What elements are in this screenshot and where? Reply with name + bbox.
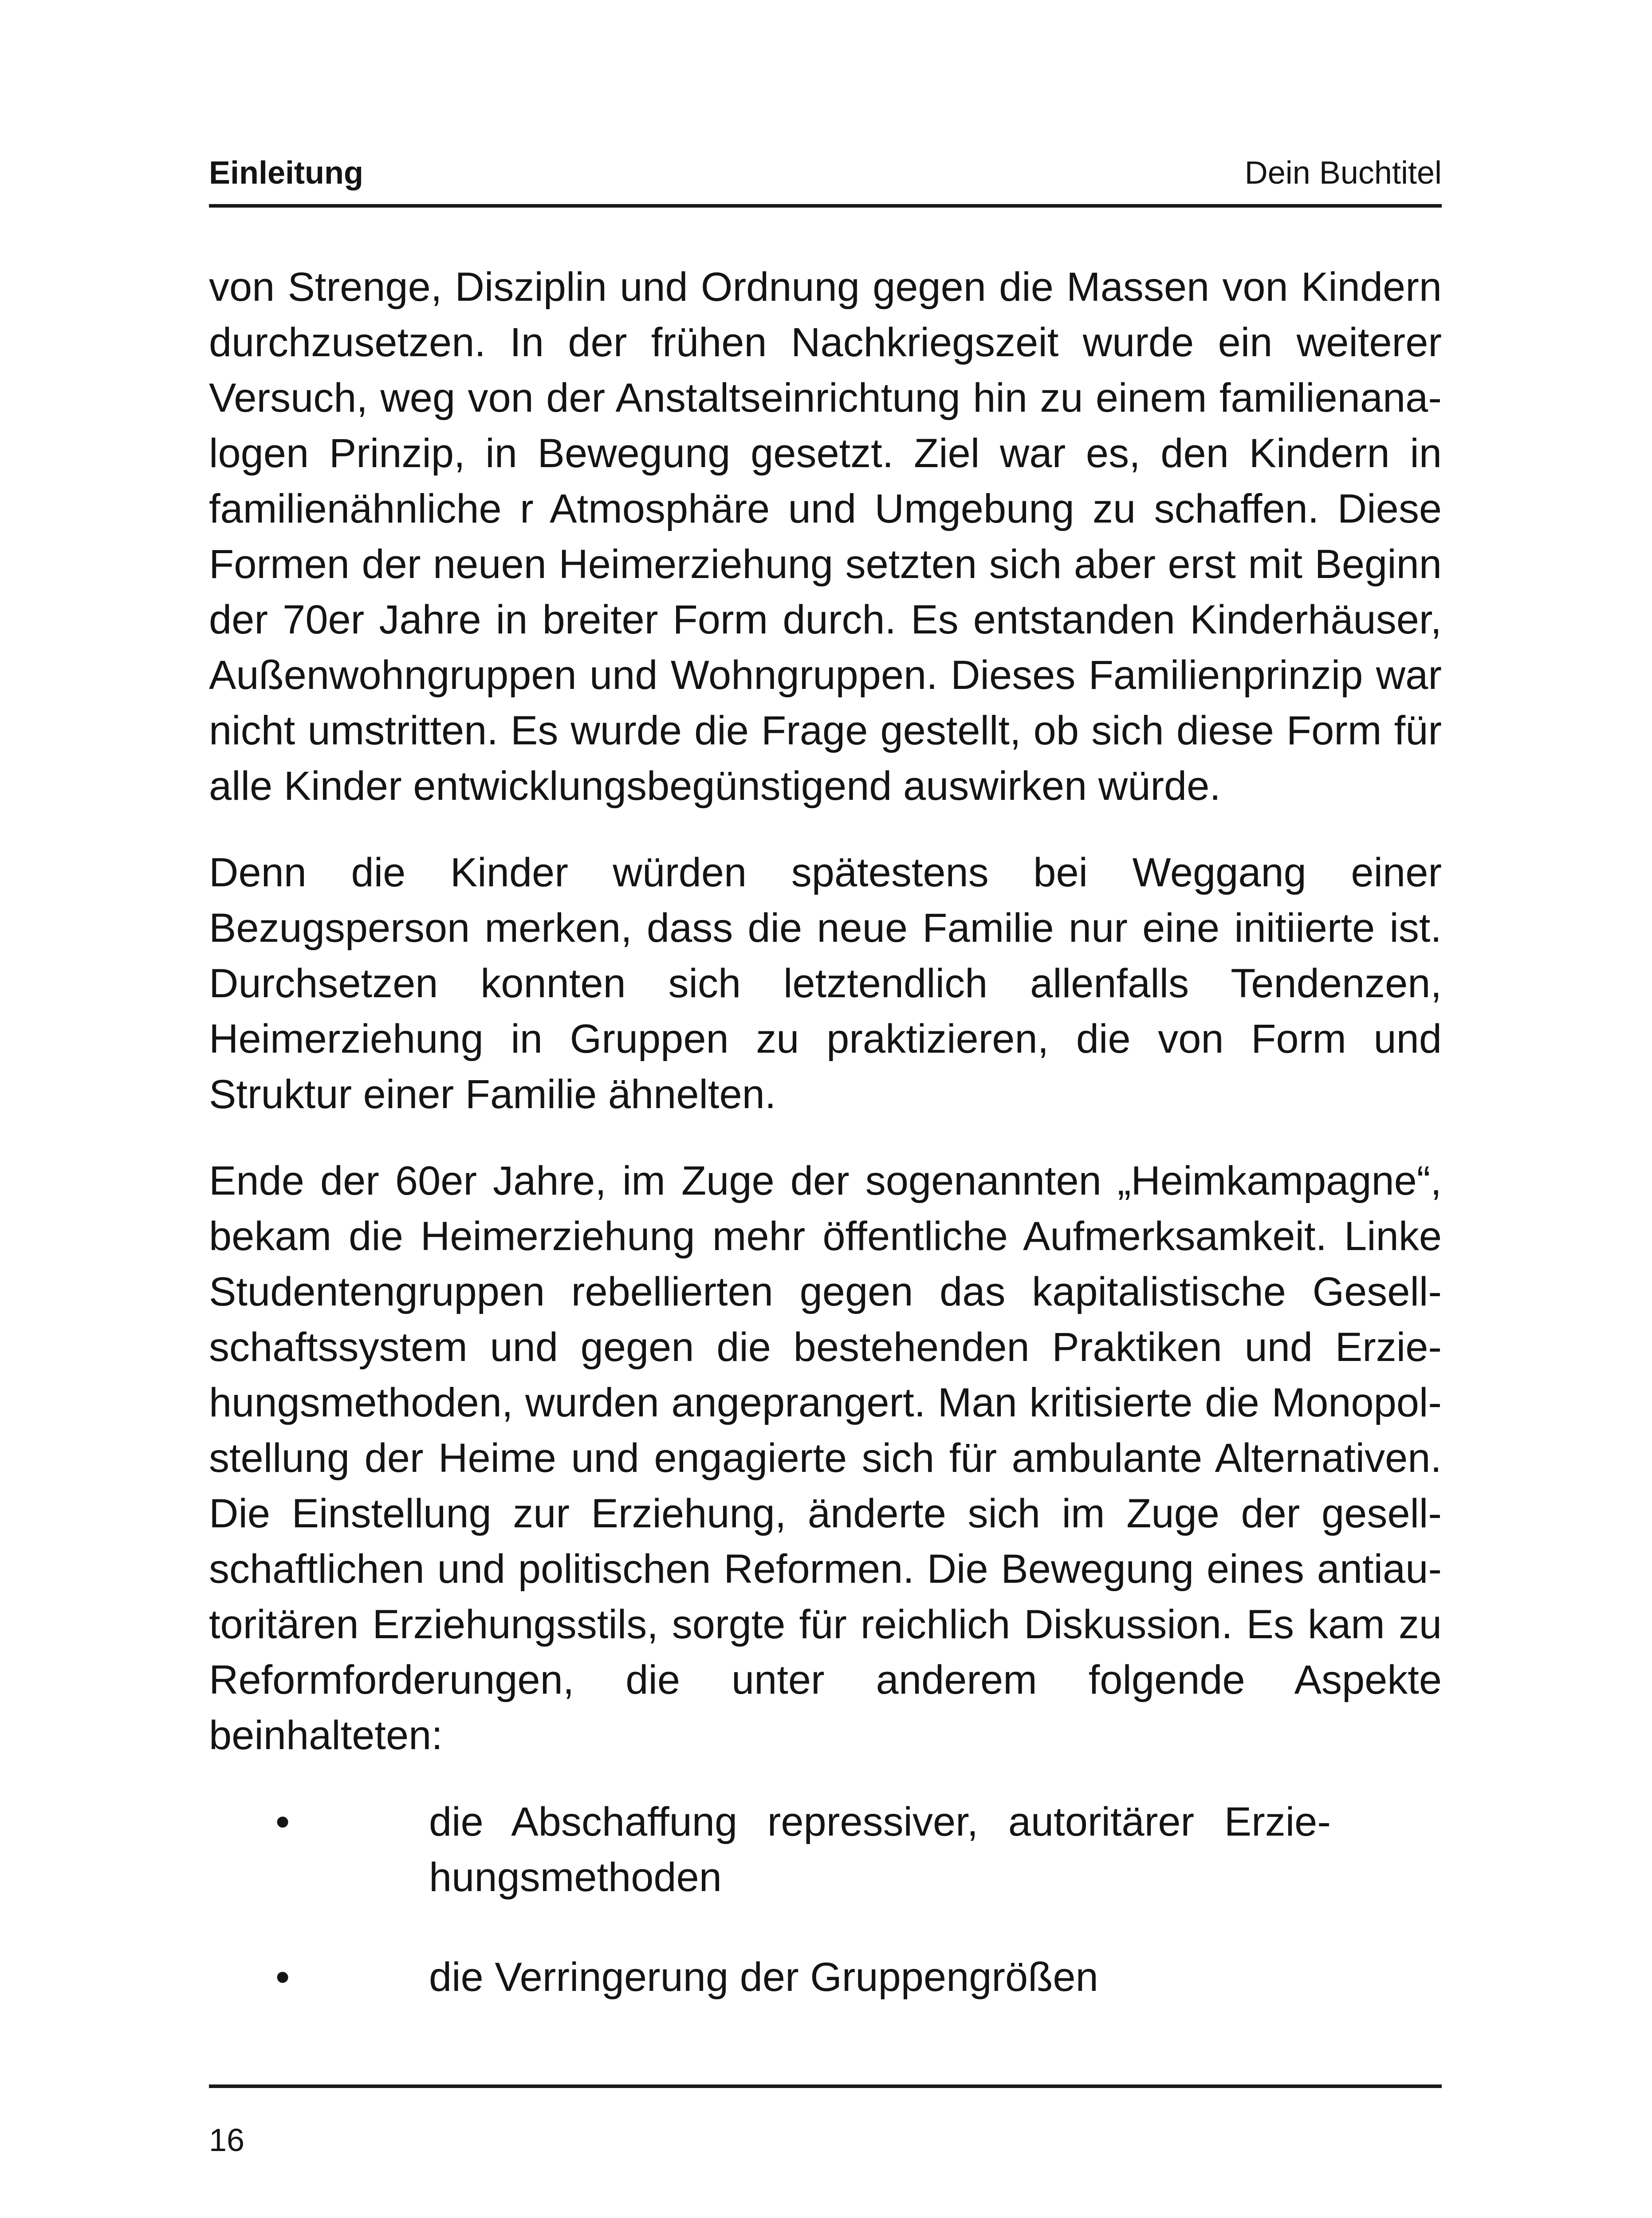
header-rule: [209, 204, 1442, 208]
header-book-title: Dein Buchtitel: [1244, 155, 1442, 191]
paragraph: Ende der 60er Jahre, im Zuge der sogenannten „Heimkampagne“, bekam die Heimerziehung mehr öffentliche Aufmerksamkeit. Linke Studentengruppen rebellierten gegen das kapitalistische Gesellschaftssystem und gegen die bestehenden Praktiken und Erziehungsmethoden, wurden angeprangert. Man kritisierte die Monopolstellung der Heime und engagierte sich für ambulante Alternativen. Die Einstellung zur Erziehung, änderte sich im Zuge der gesellschaftlichen und politischen Reformen. Die Bewegung eines antiautoritären Erziehungsstils, sorgte für reichlich Diskussion. Es kam zu Reformforderungen, die unter anderem folgende Aspekte beinhalteten:: [209, 1158, 1442, 1758]
footer-rule: [209, 2084, 1442, 2088]
header-section-title: Einleitung: [209, 155, 363, 191]
bullet-marker: •: [275, 1799, 290, 1844]
list-item: [209, 1794, 1442, 1905]
paragraph: Denn die Kinder würden spätestens bei Weggang einer Bezugsperson merken, dass die neue Familie nur eine initiierte ist. Durchsetzen konnten sich letztendlich allenfalls Tendenzen, Heimerziehung in Gruppen zu praktizieren, die von Form und Struktur einer Familie ähnelten.: [209, 850, 1442, 1117]
list-item-text: die Abschaffung repressiver, autoritärer Erziehungsmethoden: [429, 1799, 1331, 1900]
body-text: [209, 260, 1442, 2049]
list-item: [209, 1950, 1442, 2005]
bullet-list: [209, 1794, 1442, 2005]
bullet-marker: •: [275, 1955, 290, 2000]
page-number: 16: [209, 2123, 245, 2158]
list-item-text: die Verringerung der Gruppengrößen: [429, 1955, 1098, 2000]
paragraph: von Strenge, Disziplin und Ordnung gegen die Massen von Kindern durchzusetzen. In der frühen Nachkriegszeit wurde ein weiterer Versuch, weg von der Anstaltseinrichtung hin zu einem familienanalogen Prinzip, in Bewegung gesetzt. Ziel war es, den Kindern in familienähnliche r Atmosphäre und Umgebung zu schaffen. Diese Formen der neuen Heimerziehung setzten sich aber erst mit Beginn der 70er Jahre in breiter Form durch. Es entstanden Kinderhäuser, Außenwohngruppen und Wohngruppen. Dieses Familienprinzip war nicht umstritten. Es wurde die Frage gestellt, ob sich diese Form für alle Kinder entwicklungsbegünstigend auswirken würde.: [209, 264, 1442, 809]
running-header: [209, 151, 1442, 195]
